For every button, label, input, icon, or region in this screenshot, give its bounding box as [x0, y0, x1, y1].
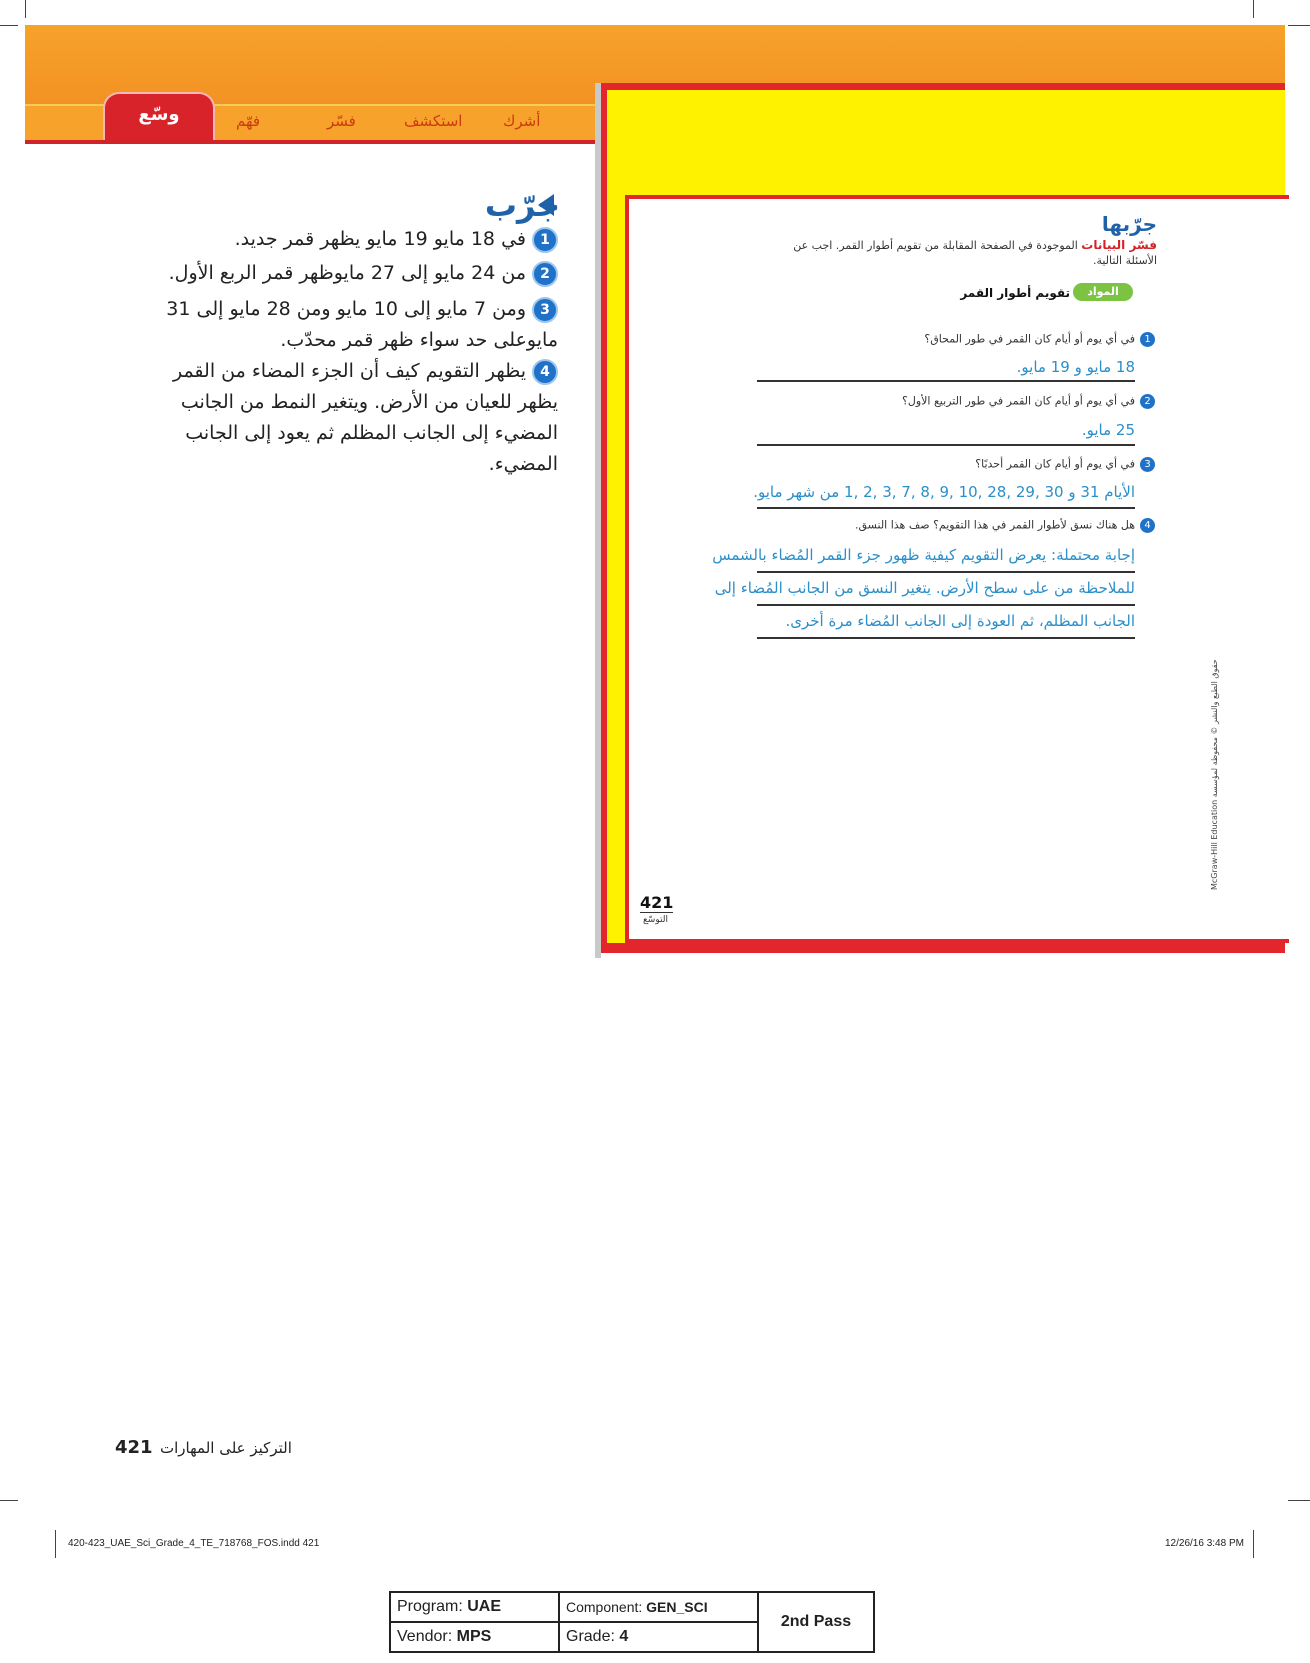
number-badge: 3: [532, 297, 558, 323]
answer-text: للملاحظة من على سطح الأرض. يتغير النسق من الجانب المُضاء إلى: [714, 579, 1135, 597]
crop-mark: [1288, 25, 1310, 26]
answer-text: يظهر التقويم كيف أن الجزء المضاء من القمر يظهر للعيان من الأرض. ويتغير النمط من الجانب المضيء إلى الجانب المظلم ثم يعود إلى الجانب المضيء.: [172, 360, 558, 475]
footer-label: التركيز على المهارات: [160, 1439, 292, 1457]
number-badge: 4: [532, 359, 558, 385]
nav-tab-explain[interactable]: فسّر: [327, 112, 356, 130]
crop-mark: [0, 1500, 18, 1501]
file-slug: 420-423_UAE_Sci_Grade_4_TE_718768_FOS.indd 421: [68, 1538, 320, 1549]
number-badge: 1: [532, 227, 558, 253]
answer-item: [128, 294, 558, 356]
question: [775, 394, 1155, 409]
question-text: في أي يوم أو أيام كان القمر أحدبًا؟: [975, 457, 1135, 471]
crop-mark: [1253, 0, 1254, 18]
answer-item: [128, 356, 558, 480]
intro-keyword: فسّر البيانات: [1081, 238, 1157, 252]
copyright-credit: McGraw-Hill Education حقوق الطبع والنشر © محفوظة لمؤسسة: [1210, 659, 1219, 890]
question: [775, 332, 1155, 347]
nav-tab-understand[interactable]: فهّم: [236, 112, 261, 130]
program-info-table: [389, 1591, 875, 1653]
nav-tab-expand[interactable]: وسّع: [103, 92, 215, 140]
grade-cell: Grade: 4: [559, 1622, 758, 1652]
nav-tab-engage[interactable]: أشرك: [503, 112, 541, 130]
question: [775, 457, 1155, 472]
intro-text: الموجودة في الصفحة المقابلة من تقويم أطوار القمر. اجب عن الأسئلة التالية.: [793, 239, 1157, 267]
materials-label: تقويم أطوار القمر: [960, 286, 1070, 300]
answer-line: [757, 604, 1135, 606]
answer-text: 25 مايو.: [1081, 421, 1135, 439]
materials-badge: المواد: [1073, 283, 1133, 301]
question-text: هل هناك نسق لأطوار القمر في هذا التقويم؟ صف هذا النسق.: [855, 518, 1135, 532]
answer-text: الجانب المظلم، ثم العودة إلى الجانب المُضاء مرة أخرى.: [785, 612, 1135, 630]
answer-line: [757, 444, 1135, 446]
vendor-cell: Vendor: MPS: [390, 1622, 559, 1652]
question-number: 3: [1140, 457, 1155, 472]
answer-text: إجابة محتملة: يعرض التقويم كيفية ظهور جزء القمر المُضاء بالشمس: [712, 546, 1135, 564]
nav-tab-explore[interactable]: استكشف: [404, 112, 463, 130]
question-text: في أي يوم أو أيام كان القمر في طور المحاق؟: [924, 332, 1135, 346]
worksheet-intro: [767, 238, 1157, 268]
answer-line: [757, 571, 1135, 573]
program-cell: Program: UAE: [390, 1592, 559, 1622]
worksheet-page-number: 421: [640, 893, 674, 912]
worksheet-title: جرّبها: [1101, 212, 1157, 236]
worksheet-page: [625, 195, 1289, 943]
answer-line: [757, 507, 1135, 509]
page-number: 421: [115, 1437, 153, 1458]
question-text: في أي يوم أو أيام كان القمر في طور التربيع الأول؟: [901, 394, 1135, 408]
answer-text: ومن 7 مايو إلى 10 مايو ومن 28 مايو إلى 31 مايوعلى حد سواء ظهر قمر محدّب.: [166, 298, 558, 351]
answer-item: [128, 258, 558, 289]
question-number: 2: [1140, 394, 1155, 409]
question-number: 1: [1140, 332, 1155, 347]
component-cell: Component: GEN_SCI: [559, 1592, 758, 1622]
answer-text: 18 مايو و 19 مايو.: [1016, 358, 1135, 376]
question: [775, 518, 1155, 533]
answer-line: [757, 637, 1135, 639]
date-slug: 12/26/16 3:48 PM: [1165, 1538, 1244, 1549]
crop-mark: [1288, 1500, 1310, 1501]
answer-line: [757, 380, 1135, 382]
crop-mark: [0, 25, 18, 26]
crop-mark: [25, 0, 26, 18]
section-title: جرّب: [484, 186, 560, 224]
answer-text: من 24 مايو إلى 27 مايوظهر قمر الربع الأول.: [168, 262, 526, 284]
number-badge: 2: [532, 261, 558, 287]
crop-mark: [55, 1530, 56, 1558]
pass-cell: 2nd Pass: [758, 1592, 874, 1652]
answer-text: في 18 مايو 19 مايو يظهر قمر جديد.: [234, 228, 526, 250]
answer-item: [128, 224, 558, 255]
worksheet-page-label: التوسّع: [643, 915, 668, 925]
crop-mark: [1253, 1530, 1254, 1558]
question-number: 4: [1140, 518, 1155, 533]
answer-text: الأيام 31 و 30 ,29 ,28 ,10 ,9 ,8 ,7 ,3 ,2 ,1 من شهر مايو.: [753, 483, 1135, 501]
